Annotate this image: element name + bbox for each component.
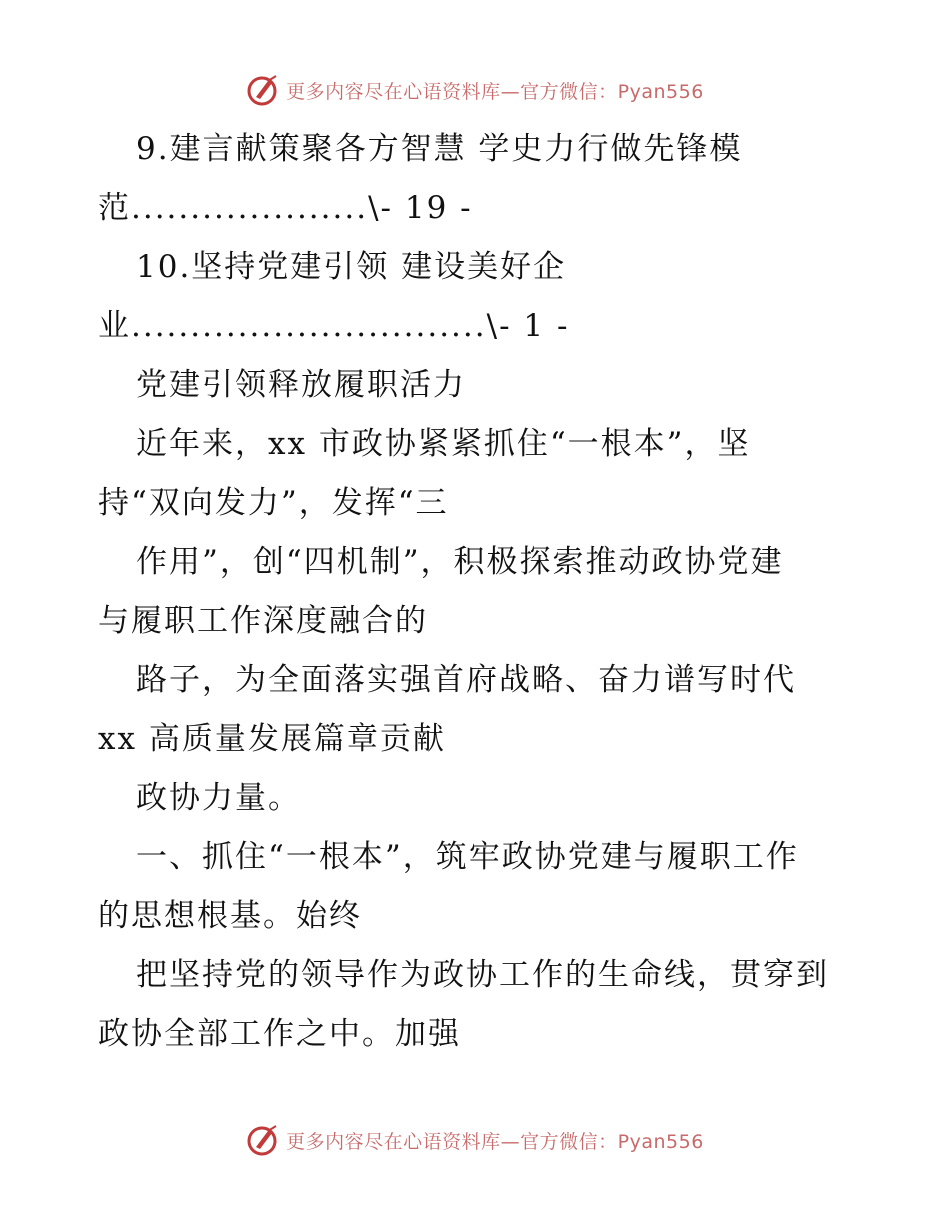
toc-entry-10-page: 业..............................\- 1 - (98, 308, 570, 344)
quill-logo-icon (246, 73, 280, 107)
paragraph-line: 路子，为全面落实强首府战略、奋力谱写时代 (136, 662, 796, 698)
paragraph-line: 政协全部工作之中。加强 (98, 1016, 461, 1052)
paragraph-line: 政协力量。 (136, 780, 301, 816)
paragraph-line: 的思想根基。始终 (98, 898, 362, 934)
toc-entry-10: 10.坚持党建引领 建设美好企 (136, 249, 567, 285)
paragraph-line: 一、抓住“一根本”，筑牢政协党建与履职工作 (136, 839, 799, 875)
paragraph-line: 近年来，xx 市政协紧紧抓住“一根本”，坚 (136, 426, 751, 462)
paragraph-line: 把坚持党的领导作为政协工作的生命线，贯穿到 (136, 957, 829, 993)
toc-entry-9-page: 范....................\- 19 - (98, 190, 473, 226)
watermark-header (0, 70, 950, 110)
document-body (98, 120, 858, 1064)
watermark-text: 更多内容尽在心语资料库—官方微信：Pyan556 (286, 80, 704, 103)
watermark-footer (0, 1120, 950, 1160)
quill-logo-icon (246, 1123, 280, 1157)
toc-entry-9: 9.建言献策聚各方智慧 学史力行做先锋模 (136, 131, 743, 167)
section-title: 党建引领释放履职活力 (136, 367, 466, 403)
paragraph-line: 与履职工作深度融合的 (98, 603, 428, 639)
paragraph-line: 作用”，创“四机制”，积极探索推动政协党建 (136, 544, 784, 580)
paragraph-line: 持“双向发力”，发挥“三 (98, 485, 449, 521)
paragraph-line: xx 高质量发展篇章贡献 (98, 721, 446, 757)
watermark-text: 更多内容尽在心语资料库—官方微信：Pyan556 (286, 1130, 704, 1153)
